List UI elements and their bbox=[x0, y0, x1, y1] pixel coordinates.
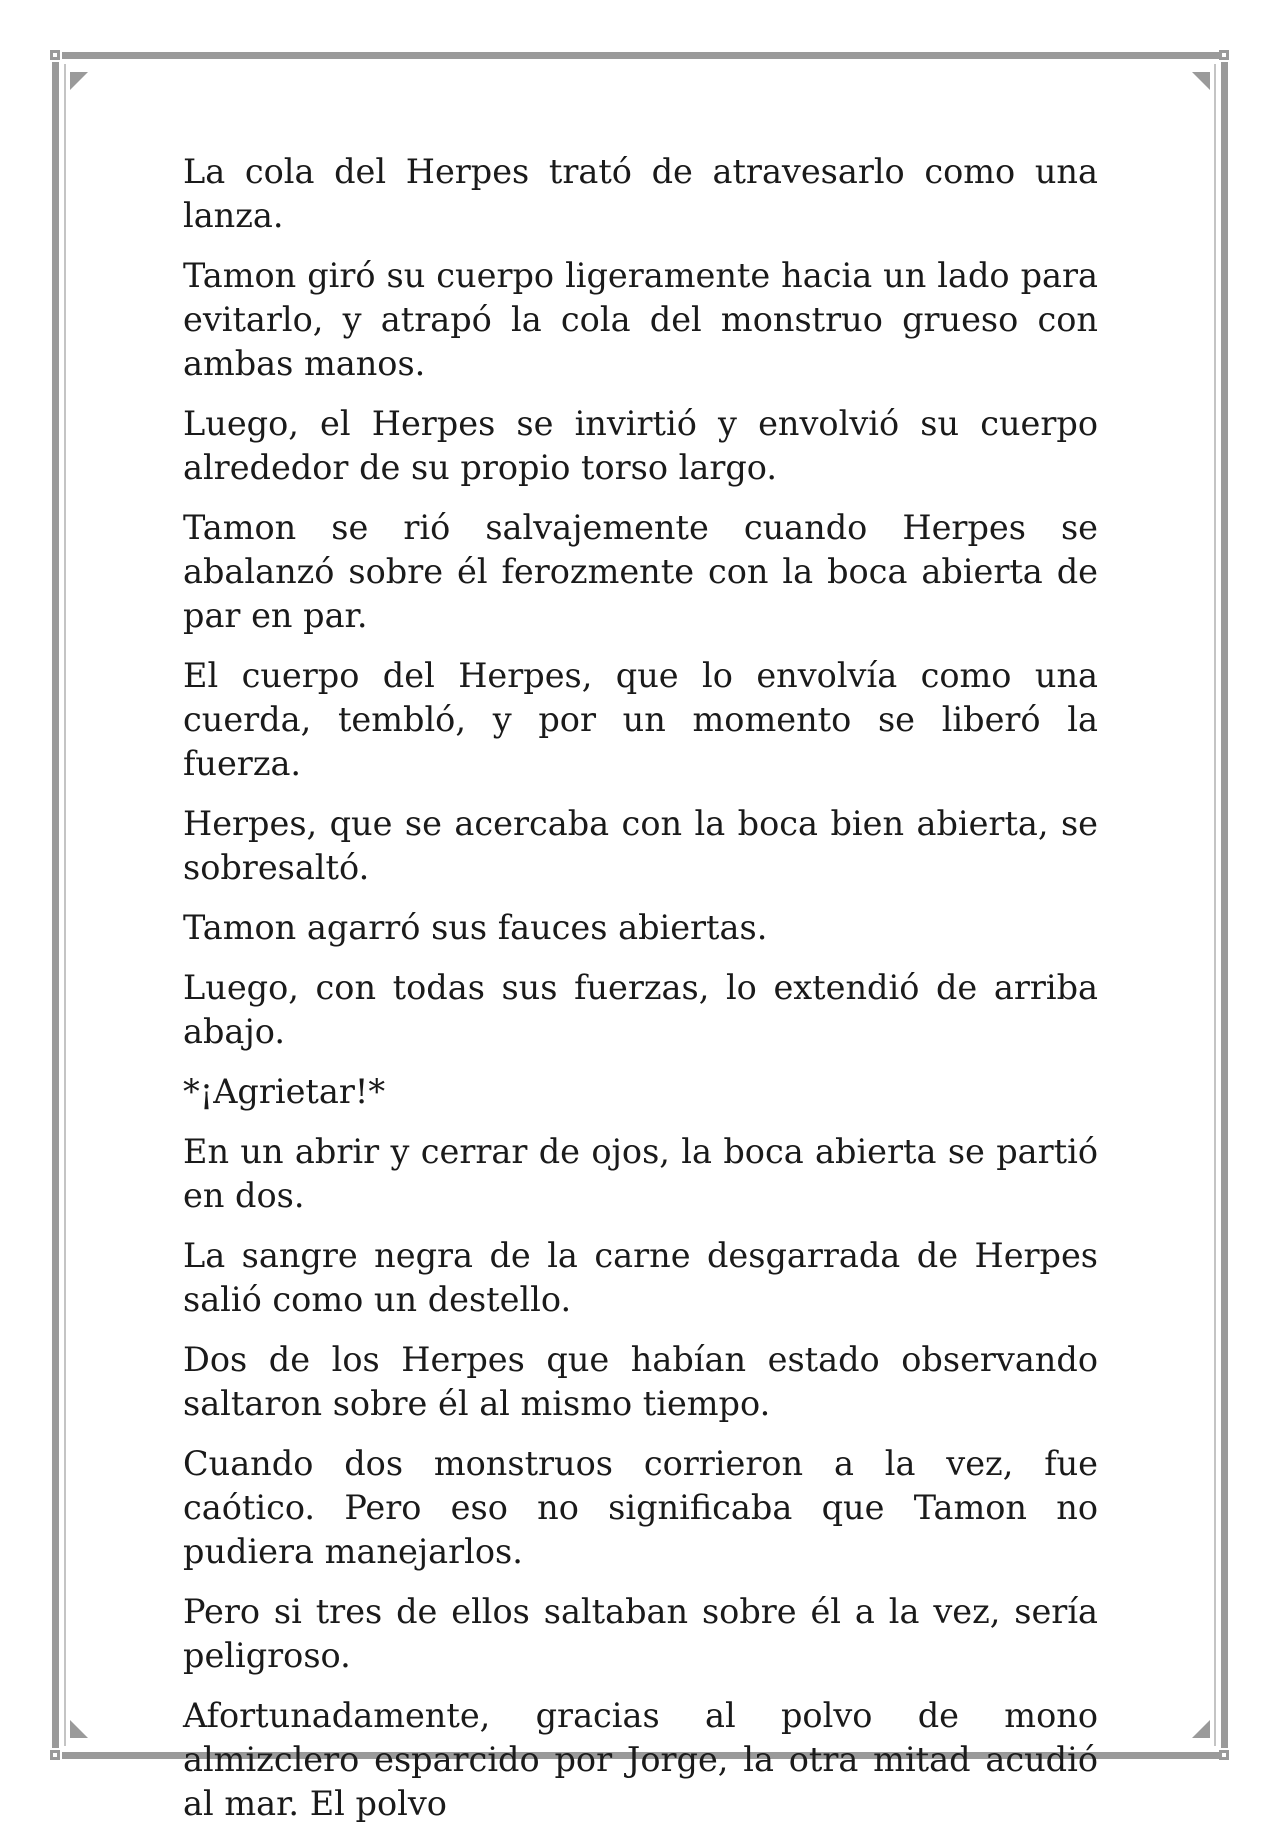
paragraph: Cuando dos monstruos corrieron a la vez, fue caótico. Pero eso no significaba que Tamon no pudiera manejarlos. bbox=[183, 1444, 1098, 1571]
paragraph: Herpes, que se acercaba con la boca bien abierta, se sobresaltó. bbox=[183, 804, 1098, 887]
paragraph: El cuerpo del Herpes, que lo envolvía como una cuerda, tembló, y por un momento se liberó la fuerza. bbox=[183, 656, 1098, 783]
frame-right-line bbox=[1221, 62, 1228, 1748]
page-body-text bbox=[183, 150, 1098, 1842]
frame-corner-top-right bbox=[1219, 50, 1229, 60]
paragraph: Luego, el Herpes se invirtió y envolvió su cuerpo alrededor de su propio torso largo. bbox=[183, 404, 1098, 487]
paragraph: Tamon giró su cuerpo ligeramente hacia un lado para evitarlo, y atrapó la cola del monstruo grueso con ambas manos. bbox=[183, 256, 1098, 383]
paragraph: Afortunadamente, gracias al polvo de mono almizclero esparcido por Jorge, la otra mitad acudió al mar. El polvo bbox=[183, 1696, 1098, 1823]
frame-inner-right-line bbox=[1214, 64, 1216, 1746]
paragraph: Tamon agarró sus fauces abiertas. bbox=[183, 908, 768, 947]
frame-ornament-top-left bbox=[70, 72, 88, 90]
frame-inner-left-line bbox=[64, 64, 66, 1746]
paragraph: La sangre negra de la carne desgarrada de Herpes salió como un destello. bbox=[183, 1236, 1098, 1319]
frame-ornament-top-right bbox=[1192, 72, 1210, 90]
paragraph: Dos de los Herpes que habían estado observando saltaron sobre él al mismo tiempo. bbox=[183, 1340, 1098, 1423]
frame-corner-bottom-right bbox=[1219, 1750, 1229, 1760]
frame-corner-top-left bbox=[50, 50, 60, 60]
frame-ornament-bottom-left bbox=[70, 1720, 88, 1738]
sound-effect-paragraph: *¡Agrietar!* bbox=[183, 1072, 386, 1111]
paragraph: Luego, con todas sus fuerzas, lo extendió de arriba abajo. bbox=[183, 968, 1098, 1051]
frame-ornament-bottom-right bbox=[1192, 1720, 1210, 1738]
paragraph: La cola del Herpes trató de atravesarlo como una lanza. bbox=[183, 152, 1098, 235]
frame-top-line bbox=[62, 52, 1220, 59]
paragraph: En un abrir y cerrar de ojos, la boca abierta se partió en dos. bbox=[183, 1132, 1098, 1215]
paragraph: Pero si tres de ellos saltaban sobre él a la vez, sería peligroso. bbox=[183, 1592, 1098, 1675]
paragraph: Tamon se rió salvajemente cuando Herpes se abalanzó sobre él ferozmente con la boca abierta de par en par. bbox=[183, 508, 1098, 635]
frame-corner-bottom-left bbox=[50, 1750, 60, 1760]
frame-left-line bbox=[52, 62, 59, 1748]
